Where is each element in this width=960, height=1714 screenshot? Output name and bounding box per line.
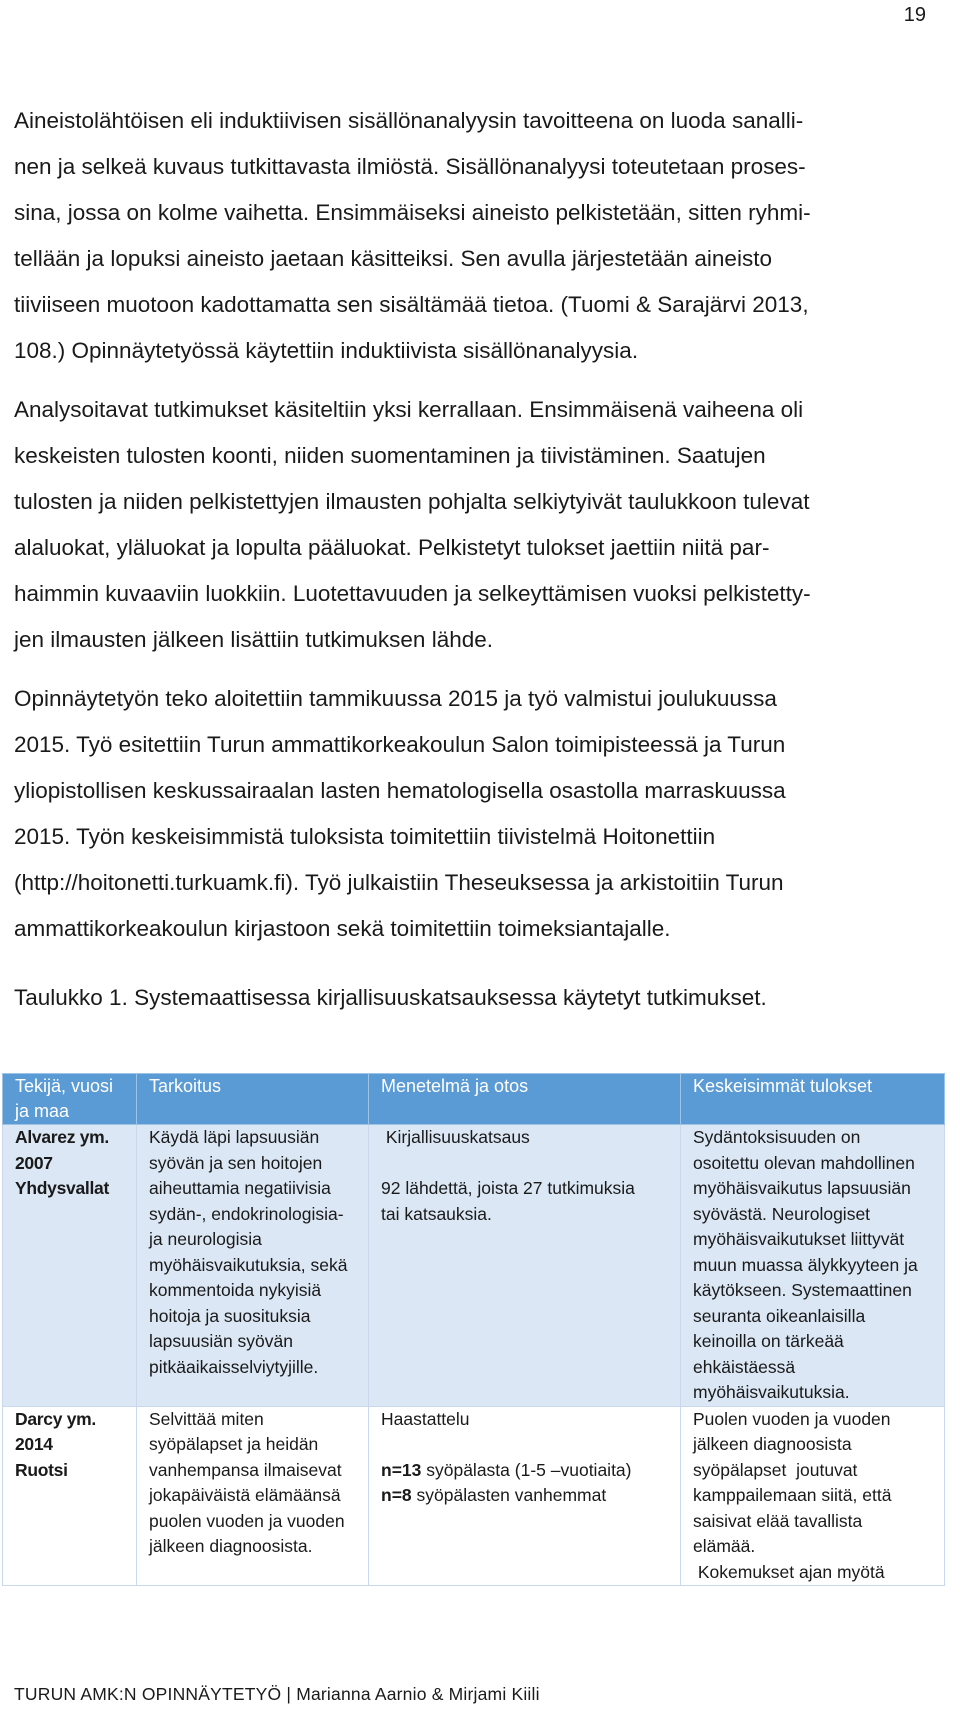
results-line: syöpälapset joutuvat: [693, 1459, 858, 1480]
cell-method: [369, 1406, 681, 1586]
purpose-line: vanhempansa ilmaisevat: [149, 1459, 342, 1480]
results-line: myöhäisvaikutuksia.: [693, 1382, 850, 1402]
method-sample-line: [381, 1483, 670, 1509]
purpose-line: Selvittää miten: [149, 1408, 264, 1429]
results-line: elämää.: [693, 1536, 756, 1556]
results-line: käytökseen. Systemaattinen: [693, 1280, 912, 1300]
purpose-line: sydän-, endokrinologisia-: [149, 1203, 344, 1224]
paragraph-3: [14, 676, 954, 952]
header-method: Menetelmä ja otos: [369, 1074, 681, 1125]
text-line: nen ja selkeä kuvaus tutkittavasta ilmiöstä. Sisällönanalyysi toteutetaan proses-: [14, 154, 806, 179]
author-line: Alvarez ym.: [15, 1127, 109, 1147]
text-line: 2015. Työn keskeisimmistä tuloksista toimitettiin tiivistelmä Hoitonettiin: [14, 824, 716, 849]
text-line: 2015. Työ esitettiin Turun ammattikorkeakoulun Salon toimipisteessä ja Turun: [14, 732, 786, 757]
cell-purpose: [137, 1125, 369, 1407]
author-line: Darcy ym.: [15, 1408, 96, 1429]
purpose-line: syövän ja sen hoitojen: [149, 1152, 323, 1173]
cell-purpose: [137, 1406, 369, 1586]
author-line: Yhdysvallat: [15, 1178, 109, 1198]
text-line: jen ilmausten jälkeen lisättiin tutkimuksen lähde.: [14, 627, 494, 652]
purpose-line: pitkäaikaisselviytyjille.: [149, 1356, 319, 1377]
header-author: Tekijä, vuosi ja maa: [3, 1074, 137, 1125]
purpose-line: jälkeen diagnoosista.: [149, 1536, 313, 1556]
text-line: tellään ja lopuksi aineisto jaetaan käsitteiksi. Sen avulla järjestetään aineisto: [14, 246, 772, 271]
results-line: jälkeen diagnoosista: [693, 1434, 852, 1454]
purpose-line: aiheuttamia negatiivisia: [149, 1178, 331, 1198]
sample-count: n=8: [381, 1485, 412, 1505]
spacer: [381, 1432, 670, 1458]
purpose-line: ja neurologisia: [149, 1229, 262, 1249]
text-line: tiiviiseen muotoon kadottamatta sen sisältämää tietoa. (Tuomi & Sarajärvi 2013,: [14, 292, 809, 317]
table-header-row: [3, 1074, 945, 1125]
page-footer: TURUN AMK:N OPINNÄYTETYÖ | Marianna Aarnio & Mirjami Kiili: [14, 1684, 540, 1704]
paragraph-1: [14, 98, 954, 374]
text-line: sina, jossa on kolme vaihetta. Ensimmäiseksi aineisto pelkistetään, sitten ryhmi-: [14, 200, 811, 225]
purpose-line: jokapäiväistä elämäänsä: [149, 1485, 341, 1505]
method-sample-line: 92 lähdettä, joista 27 tutkimuksia: [381, 1178, 635, 1198]
author-line: Ruotsi: [15, 1459, 68, 1480]
cell-author: [3, 1406, 137, 1586]
cell-author: [3, 1125, 137, 1407]
spacer: [381, 1151, 670, 1177]
sample-text: syöpälasten vanhemmat: [411, 1485, 607, 1505]
paragraph-2: [14, 387, 954, 663]
purpose-line: hoitoja ja suosituksia: [149, 1305, 311, 1326]
text-line: alaluokat, yläluokat ja lopulta pääluokat. Pelkistetyt tulokset jaettiin niitä par-: [14, 535, 770, 560]
page-number: 19: [903, 4, 926, 26]
text-line: keskeisten tulosten koonti, niiden suomentaminen ja tiivistäminen. Saatujen: [14, 443, 766, 468]
method-sample-line: [381, 1458, 670, 1484]
method-sample-line: tai katsauksia.: [381, 1203, 492, 1224]
cell-results: [681, 1406, 945, 1586]
text-line: Opinnäytetyön teko aloitettiin tammikuussa 2015 ja työ valmistui joulukuussa: [14, 686, 777, 711]
studies-table: [2, 1073, 944, 1586]
cell-results: [681, 1125, 945, 1407]
results-line: seuranta oikeanlaisilla: [693, 1305, 866, 1326]
results-line: myöhäisvaikutus lapsuusiän: [693, 1178, 911, 1198]
results-line: Sydäntoksisuuden on: [693, 1127, 861, 1147]
author-line: 2007: [15, 1152, 53, 1173]
purpose-line: lapsuusiän syövän: [149, 1331, 293, 1351]
method-design: Haastattelu: [381, 1408, 470, 1429]
results-line: keinoilla on tärkeää: [693, 1331, 844, 1351]
text-line: ammattikorkeakoulun kirjastoon sekä toimitettiin toimeksiantajalle.: [14, 916, 671, 941]
text-line: (http://hoitonetti.turkuamk.fi). Työ julkaistiin Theseuksessa ja arkistoitiin Turun: [14, 870, 784, 895]
results-line: Puolen vuoden ja vuoden: [693, 1408, 891, 1429]
table-caption: Taulukko 1. Systemaattisessa kirjallisuuskatsauksessa käytetyt tutkimukset.: [14, 985, 767, 1010]
text-line: Analysoitavat tutkimukset käsiteltiin yksi kerrallaan. Ensimmäisenä vaiheena oli: [14, 397, 804, 422]
purpose-line: syöpälapset ja heidän: [149, 1434, 319, 1454]
results-line: ehkäistäessä: [693, 1356, 796, 1377]
purpose-line: puolen vuoden ja vuoden: [149, 1510, 345, 1531]
text-line: haimmin kuvaaviin luokkiin. Luotettavuuden ja selkeyttämisen vuoksi pelkistetty-: [14, 581, 811, 606]
results-line: muun muassa älykkyyteen ja: [693, 1254, 918, 1275]
purpose-line: myöhäisvaikutuksia, sekä: [149, 1254, 348, 1275]
purpose-line: Käydä läpi lapsuusiän: [149, 1127, 320, 1147]
header-purpose: Tarkoitus: [137, 1074, 369, 1125]
results-line: syövästä. Neurologiset: [693, 1203, 871, 1224]
header-results: Keskeisimmät tulokset: [681, 1074, 945, 1125]
results-line: osoitettu olevan mahdollinen: [693, 1152, 915, 1173]
text-line: 108.) Opinnäytetyössä käytettiin induktiivista sisällönanalyysia.: [14, 338, 639, 363]
text-line: Aineistolähtöisen eli induktiivisen sisällönanalyysin tavoitteena on luoda sanalli-: [14, 108, 804, 133]
text-line: tulosten ja niiden pelkistettyjen ilmausten pohjalta selkiytyivät taulukkoon tulevat: [14, 489, 810, 514]
author-line: 2014: [15, 1434, 53, 1454]
results-line: saisivat elää tavallista: [693, 1510, 863, 1531]
body-text: [14, 98, 954, 952]
table-row: [3, 1406, 945, 1586]
results-line: Kokemukset ajan myötä: [693, 1561, 885, 1582]
sample-text: syöpälasta (1-5 –vuotiaita): [421, 1459, 632, 1480]
cell-method: [369, 1125, 681, 1407]
method-design: Kirjallisuuskatsaus: [381, 1127, 530, 1147]
sample-count: n=13: [381, 1459, 422, 1480]
purpose-line: kommentoida nykyisiä: [149, 1280, 322, 1300]
text-line: yliopistollisen keskussairaalan lasten hematologisella osastolla marraskuussa: [14, 778, 786, 803]
table-row: [3, 1125, 945, 1407]
results-line: myöhäisvaikutukset liittyvät: [693, 1229, 905, 1249]
results-line: kamppailemaan siitä, että: [693, 1485, 892, 1505]
